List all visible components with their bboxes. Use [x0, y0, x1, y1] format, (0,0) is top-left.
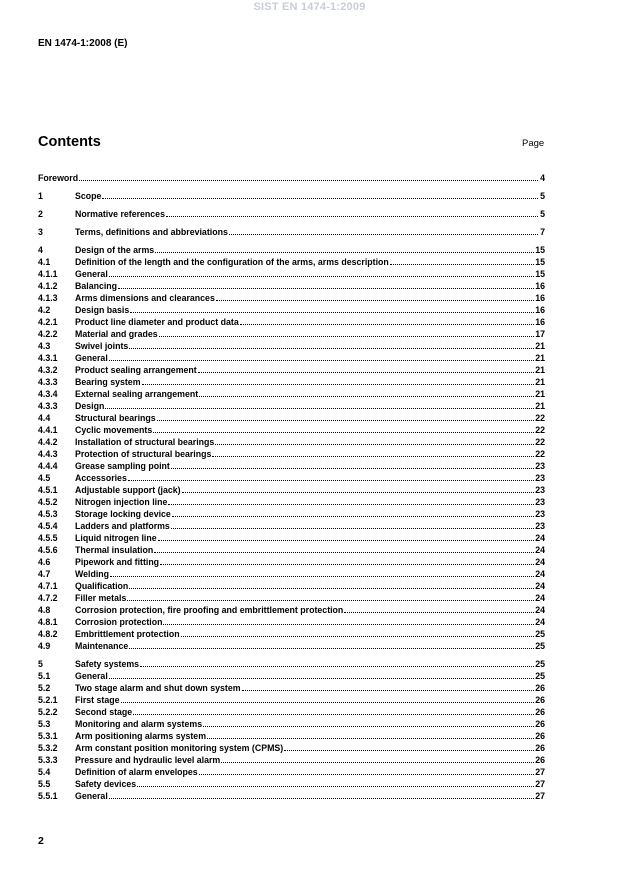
- toc-entry-page: 22: [535, 449, 545, 459]
- toc-entry-title: Structural bearings: [75, 413, 156, 423]
- toc-entry[interactable]: [38, 616, 545, 628]
- toc-entry-number: 5.3.1: [38, 731, 58, 741]
- dot-leader: [199, 774, 535, 775]
- toc-entry-page: 21: [535, 353, 545, 363]
- document-id: EN 1474-1:2008 (E): [38, 38, 128, 49]
- toc-entry[interactable]: [38, 376, 545, 388]
- dot-leader: [215, 444, 534, 445]
- dot-leader: [128, 480, 534, 481]
- toc-entry-page: 27: [535, 767, 545, 777]
- toc-entry[interactable]: [38, 670, 545, 682]
- dot-leader: [118, 288, 534, 289]
- toc-entry-title: External sealing arrangement: [75, 389, 199, 399]
- toc-entry[interactable]: [38, 628, 545, 640]
- toc-entry-number: 1: [38, 191, 43, 201]
- toc-entry-number: 4.2: [38, 305, 51, 315]
- toc-entry-title: Product sealing arrangement: [75, 365, 197, 375]
- toc-entry-page: 24: [535, 593, 545, 603]
- toc-entry-page: 27: [535, 779, 545, 789]
- toc-entry-page: 26: [535, 755, 545, 765]
- toc-entry-title: Cyclic movements: [75, 425, 153, 435]
- toc-entry-title: Protection of structural bearings: [75, 449, 212, 459]
- toc-entry-title: Terms, definitions and abbreviations: [75, 227, 228, 237]
- toc-entry-page: 27: [535, 791, 545, 801]
- toc-entry-page: 16: [535, 293, 545, 303]
- toc-entry-page: 26: [535, 719, 545, 729]
- dot-leader: [158, 540, 535, 541]
- toc-entry-page: 17: [535, 329, 545, 339]
- toc-entry-number: 5: [38, 659, 43, 669]
- toc-entry-number: 4.3: [38, 341, 51, 351]
- dot-leader: [129, 648, 534, 649]
- toc-entry-page: 5: [540, 191, 545, 201]
- toc-entry-number: 4.3.4: [38, 389, 58, 399]
- toc-entry-page: 25: [535, 659, 545, 669]
- toc-entry[interactable]: [38, 694, 545, 706]
- toc-entry-page: 26: [535, 743, 545, 753]
- toc-entry-page: 15: [535, 257, 545, 267]
- toc-entry-page: 23: [535, 473, 545, 483]
- toc-entry-number: 5.5.1: [38, 791, 58, 801]
- toc-entry-number: 4.9: [38, 641, 51, 651]
- toc-entry-number: 5.5: [38, 779, 51, 789]
- toc-entry-page: 26: [535, 695, 545, 705]
- toc-entry-title: Welding: [75, 569, 110, 579]
- toc-entry-number: 4.1.2: [38, 281, 58, 291]
- toc-entry-number: 4.5.2: [38, 497, 58, 507]
- toc-entry-number: 4.7.1: [38, 581, 58, 591]
- toc-entry[interactable]: [38, 364, 545, 376]
- toc-entry-number: 4.2.1: [38, 317, 58, 327]
- dot-leader: [109, 276, 534, 277]
- toc-entry[interactable]: [38, 556, 545, 568]
- contents-heading: Contents: [38, 134, 101, 150]
- toc-entry-number: 4.8.1: [38, 617, 58, 627]
- dot-leader: [79, 180, 538, 181]
- dot-leader: [390, 264, 534, 265]
- footer-page-number: 2: [38, 835, 44, 847]
- toc-entry-number: 4.7: [38, 569, 51, 579]
- toc-entry-number: 4.4.4: [38, 461, 58, 471]
- dot-leader: [133, 714, 534, 715]
- toc-entry[interactable]: [38, 412, 545, 424]
- toc-entry-number: 5.2: [38, 683, 51, 693]
- toc-entry[interactable]: [38, 256, 545, 268]
- toc-entry-title: Material and grades: [75, 329, 158, 339]
- dot-leader: [199, 396, 534, 397]
- dot-leader: [129, 588, 534, 589]
- toc-entry-title: Bearing system: [75, 377, 141, 387]
- toc-entry[interactable]: [38, 436, 545, 448]
- dot-leader: [229, 234, 538, 235]
- toc-entry-page: 22: [535, 425, 545, 435]
- toc-entry-title: Two stage alarm and shut down system: [75, 683, 241, 693]
- toc-entry[interactable]: [38, 592, 545, 604]
- toc-entry[interactable]: [38, 742, 545, 754]
- toc-entry-page: 24: [535, 545, 545, 555]
- toc-entry-page: 23: [535, 461, 545, 471]
- dot-leader: [216, 300, 534, 301]
- toc-entry[interactable]: [38, 400, 545, 412]
- toc-entry-title: Second stage: [75, 707, 133, 717]
- toc-entry-number: 4.1: [38, 257, 51, 267]
- toc-entry-page: 24: [535, 557, 545, 567]
- page-column-label: Page: [522, 138, 545, 149]
- toc-entry-number: 4.1.1: [38, 269, 58, 279]
- dot-leader: [207, 738, 534, 739]
- toc-entry[interactable]: [38, 682, 545, 694]
- toc-entry-number: 4.4.1: [38, 425, 58, 435]
- toc-entry-title: First stage: [75, 695, 120, 705]
- toc-entry-number: 4: [38, 245, 43, 255]
- toc-entry-title: General: [75, 353, 108, 363]
- toc-entry-title: Accessories: [75, 473, 127, 483]
- toc-entry[interactable]: [38, 352, 545, 364]
- dot-leader: [172, 516, 534, 517]
- toc-entry-title: Nitrogen injection line: [75, 497, 168, 507]
- toc-entry-page: 23: [535, 521, 545, 531]
- toc-entry[interactable]: [38, 244, 545, 256]
- toc-entry[interactable]: [38, 706, 545, 718]
- toc-entry-title: Foreword: [38, 173, 79, 183]
- toc-entry[interactable]: [38, 754, 545, 766]
- toc-entry-number: 4.7.2: [38, 593, 58, 603]
- toc-entry-title: Corrosion protection: [75, 617, 163, 627]
- toc-entry-page: 26: [535, 683, 545, 693]
- toc-entry[interactable]: [38, 304, 545, 316]
- table-of-contents: [38, 172, 545, 802]
- toc-entry-page: 26: [535, 731, 545, 741]
- toc-entry-title: Design of the arms: [75, 245, 155, 255]
- toc-entry[interactable]: [38, 544, 545, 556]
- toc-entry-number: 5.3: [38, 719, 51, 729]
- dot-leader: [102, 198, 538, 199]
- dot-leader: [137, 786, 534, 787]
- dot-leader: [163, 624, 534, 625]
- toc-entry-page: 16: [535, 281, 545, 291]
- toc-entry[interactable]: [38, 718, 545, 730]
- toc-entry[interactable]: [38, 292, 545, 304]
- dot-leader: [344, 612, 534, 613]
- toc-entry-title: Storage locking device: [75, 509, 171, 519]
- dot-leader: [130, 312, 534, 313]
- toc-entry-number: 5.3.2: [38, 743, 58, 753]
- toc-entry-title: Product line diameter and product data: [75, 317, 239, 327]
- toc-entry-page: 21: [535, 365, 545, 375]
- toc-entry-page: 23: [535, 485, 545, 495]
- toc-entry-title: Thermal insulation: [75, 545, 154, 555]
- toc-entry[interactable]: [38, 280, 545, 292]
- toc-entry-page: 4: [540, 173, 545, 183]
- toc-entry[interactable]: [38, 472, 545, 484]
- dot-leader: [155, 252, 534, 253]
- toc-entry-number: 4.2.2: [38, 329, 58, 339]
- toc-entry-title: Design: [75, 401, 105, 411]
- toc-entry-page: 23: [535, 497, 545, 507]
- toc-entry[interactable]: [38, 496, 545, 508]
- toc-entry-title: Balancing: [75, 281, 118, 291]
- toc-entry-page: 21: [535, 389, 545, 399]
- dot-leader: [221, 762, 534, 763]
- toc-entry[interactable]: [38, 604, 545, 616]
- dot-leader: [240, 324, 534, 325]
- toc-entry[interactable]: [38, 190, 545, 202]
- toc-entry[interactable]: [38, 640, 545, 652]
- toc-entry-title: Grease sampling point: [75, 461, 170, 471]
- toc-entry-number: 3: [38, 227, 43, 237]
- watermark: SIST EN 1474-1:2009: [253, 1, 366, 13]
- dot-leader: [159, 336, 535, 337]
- toc-entry-title: Arm positioning alarms system: [75, 731, 207, 741]
- toc-entry[interactable]: [38, 388, 545, 400]
- toc-entry-title: Corrosion protection, fire proofing and embrittlement protection: [75, 605, 344, 615]
- dot-leader: [110, 576, 534, 577]
- toc-entry-title: General: [75, 671, 108, 681]
- toc-entry-number: 4.3.3: [38, 401, 58, 411]
- toc-entry-number: 4.8: [38, 605, 51, 615]
- toc-entry-page: 25: [535, 629, 545, 639]
- toc-entry[interactable]: [38, 532, 545, 544]
- toc-entry-page: 25: [535, 641, 545, 651]
- toc-entry-page: 24: [535, 617, 545, 627]
- toc-entry-title: Maintenance: [75, 641, 129, 651]
- dot-leader: [109, 678, 534, 679]
- toc-entry-page: 15: [535, 245, 545, 255]
- toc-entry-title: Qualification: [75, 581, 129, 591]
- toc-entry[interactable]: [38, 658, 545, 670]
- toc-entry-title: Arms dimensions and clearances: [75, 293, 215, 303]
- toc-entry-number: 4.4.3: [38, 449, 58, 459]
- toc-entry-number: 4.5: [38, 473, 51, 483]
- dot-leader: [198, 372, 534, 373]
- toc-entry[interactable]: [38, 460, 545, 472]
- toc-entry-page: 5: [540, 209, 545, 219]
- toc-entry-number: 4.5.6: [38, 545, 58, 555]
- toc-entry[interactable]: [38, 484, 545, 496]
- dot-leader: [109, 360, 534, 361]
- dot-leader: [171, 528, 534, 529]
- toc-entry-page: 24: [535, 533, 545, 543]
- dot-leader: [181, 636, 535, 637]
- toc-entry-page: 24: [535, 569, 545, 579]
- toc-entry-number: 4.4.2: [38, 437, 58, 447]
- dot-leader: [171, 468, 534, 469]
- toc-entry[interactable]: [38, 268, 545, 280]
- toc-entry-title: Pressure and hydraulic level alarm: [75, 755, 221, 765]
- toc-entry[interactable]: [38, 316, 545, 328]
- dot-leader: [182, 492, 535, 493]
- dot-leader: [153, 432, 534, 433]
- toc-entry[interactable]: [38, 778, 545, 790]
- toc-entry[interactable]: [38, 766, 545, 778]
- toc-entry-number: 5.2.2: [38, 707, 58, 717]
- toc-entry[interactable]: [38, 790, 545, 802]
- toc-entry-number: 4.3.1: [38, 353, 58, 363]
- toc-entry-title: Pipework and fitting: [75, 557, 160, 567]
- dot-leader: [127, 600, 534, 601]
- toc-entry-number: 4.5.1: [38, 485, 58, 495]
- toc-entry-page: 25: [535, 671, 545, 681]
- toc-entry-title: Definition of alarm envelopes: [75, 767, 198, 777]
- toc-entry-number: 4.5.3: [38, 509, 58, 519]
- dot-leader: [142, 384, 535, 385]
- toc-entry-page: 7: [540, 227, 545, 237]
- toc-entry-page: 21: [535, 377, 545, 387]
- dot-leader: [168, 504, 534, 505]
- toc-entry[interactable]: [38, 226, 545, 238]
- toc-entry-number: 2: [38, 209, 43, 219]
- toc-entry-page: 24: [535, 581, 545, 591]
- dot-leader: [154, 552, 534, 553]
- toc-entry-title: Design basis: [75, 305, 130, 315]
- dot-leader: [203, 726, 534, 727]
- toc-entry[interactable]: [38, 568, 545, 580]
- toc-entry-title: Filler metals: [75, 593, 127, 603]
- toc-entry-page: 15: [535, 269, 545, 279]
- toc-entry-title: Safety devices: [75, 779, 137, 789]
- toc-entry-number: 4.3.2: [38, 365, 58, 375]
- dot-leader: [284, 750, 534, 751]
- toc-entry[interactable]: [38, 580, 545, 592]
- toc-entry-page: 16: [535, 305, 545, 315]
- toc-entry-number: 4.6: [38, 557, 51, 567]
- toc-entry-number: 5.4: [38, 767, 51, 777]
- dot-leader: [166, 216, 538, 217]
- toc-entry-page: 22: [535, 437, 545, 447]
- toc-entry-title: Arm constant position monitoring system (CPMS): [75, 743, 284, 753]
- dot-leader: [212, 456, 534, 457]
- toc-entry[interactable]: [38, 730, 545, 742]
- toc-entry-page: 26: [535, 707, 545, 717]
- toc-entry-title: Safety systems: [75, 659, 140, 669]
- toc-entry[interactable]: [38, 328, 545, 340]
- toc-entry-page: 22: [535, 413, 545, 423]
- toc-entry[interactable]: [38, 208, 545, 220]
- toc-entry-number: 5.1: [38, 671, 51, 681]
- dot-leader: [109, 798, 534, 799]
- toc-entry[interactable]: [38, 448, 545, 460]
- toc-entry-title: Swivel joints: [75, 341, 129, 351]
- toc-entry[interactable]: [38, 340, 545, 352]
- toc-entry-title: Monitoring and alarm systems: [75, 719, 203, 729]
- toc-entry-page: 21: [535, 401, 545, 411]
- dot-leader: [140, 666, 534, 667]
- dot-leader: [129, 348, 534, 349]
- dot-leader: [160, 564, 534, 565]
- toc-entry-number: 4.4: [38, 413, 51, 423]
- toc-entry-page: 21: [535, 341, 545, 351]
- toc-entry-page: 16: [535, 317, 545, 327]
- toc-entry-title: Normative references: [75, 209, 165, 219]
- toc-entry-number: 4.1.3: [38, 293, 58, 303]
- toc-entry-title: Embrittlement protection: [75, 629, 180, 639]
- toc-entry[interactable]: [38, 424, 545, 436]
- toc-entry-title: General: [75, 269, 108, 279]
- toc-entry-number: 5.2.1: [38, 695, 58, 705]
- toc-entry[interactable]: [38, 520, 545, 532]
- dot-leader: [242, 690, 535, 691]
- toc-entry-title: Installation of structural bearings: [75, 437, 215, 447]
- toc-entry-title: Definition of the length and the configuration of the arms, arms description: [75, 257, 389, 267]
- toc-entry-title: Liquid nitrogen line: [75, 533, 157, 543]
- toc-entry[interactable]: [38, 508, 545, 520]
- toc-entry-title: Ladders and platforms: [75, 521, 170, 531]
- toc-entry[interactable]: [38, 172, 545, 184]
- toc-entry-title: Adjustable support (jack): [75, 485, 181, 495]
- toc-entry-page: 23: [535, 509, 545, 519]
- toc-entry-number: 4.5.5: [38, 533, 58, 543]
- toc-entry-page: 24: [535, 605, 545, 615]
- dot-leader: [157, 420, 535, 421]
- toc-entry-number: 4.3.3: [38, 377, 58, 387]
- dot-leader: [105, 408, 534, 409]
- toc-entry-number: 5.3.3: [38, 755, 58, 765]
- toc-entry-number: 4.8.2: [38, 629, 58, 639]
- dot-leader: [121, 702, 535, 703]
- toc-entry-title: General: [75, 791, 108, 801]
- toc-entry-number: 4.5.4: [38, 521, 58, 531]
- toc-entry-title: Scope: [75, 191, 102, 201]
